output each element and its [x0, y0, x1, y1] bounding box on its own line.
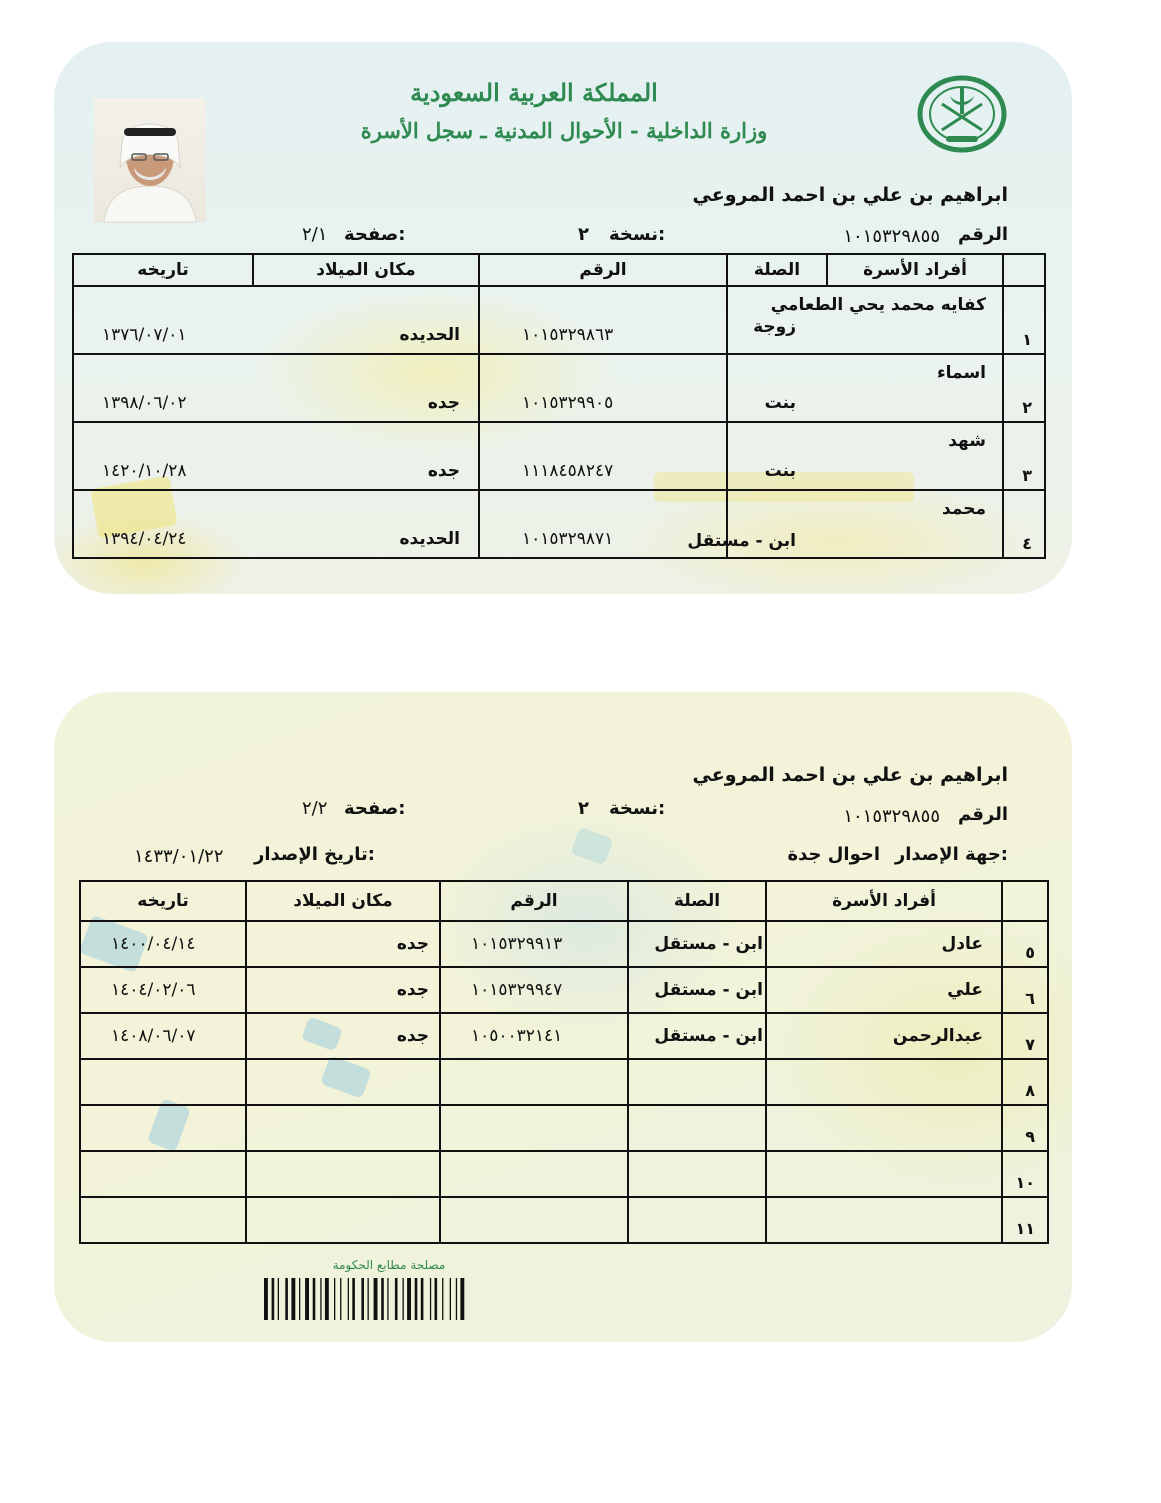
ministry-title: وزارة الداخلية - الأحوال المدنية ـ سجل الأسرة: [360, 118, 768, 143]
birth-date: [80, 1059, 246, 1105]
table-row: [80, 1151, 1048, 1197]
birth-date: [80, 1151, 246, 1197]
column-header: أفراد الأسرة: [766, 881, 1002, 921]
row-number: ٣: [1022, 466, 1032, 485]
member-id: ١٠١٥٣٢٩٩١٣: [471, 934, 563, 954]
copy-label: نسخة:: [609, 798, 666, 819]
family-card-page-2: [54, 692, 1072, 1342]
family-members-table: [72, 253, 1046, 559]
birth-place: الحديده: [399, 325, 460, 345]
barcode-bar: [291, 1278, 295, 1320]
table-row: [80, 967, 1048, 1013]
barcode-bar: [285, 1278, 288, 1320]
row-number: ٤: [1022, 534, 1032, 553]
member-relation: [628, 1059, 766, 1105]
member-relation: [628, 1197, 766, 1243]
member-relation: [628, 1151, 766, 1197]
table-header-row: [80, 881, 1048, 921]
row-number: ١٠: [1015, 1173, 1035, 1192]
copy-label: نسخة:: [609, 224, 666, 245]
column-header: تاريخه: [73, 254, 253, 286]
page-label: صفحة:: [344, 798, 406, 819]
member-relation: زوجة: [753, 317, 796, 337]
member-name: محمد: [942, 499, 986, 519]
saudi-emblem-icon: [916, 74, 1008, 154]
barcode-bar: [264, 1278, 268, 1320]
birth-place: جده: [427, 461, 460, 481]
copy-value: ٢: [578, 798, 589, 819]
row-number: ٢: [1022, 398, 1032, 417]
column-header: الرقم: [440, 881, 628, 921]
member-name: [766, 1151, 1002, 1197]
kingdom-title: المملكة العربية السعودية: [410, 78, 658, 107]
barcode-bar: [456, 1278, 457, 1320]
member-relation: بنت: [764, 461, 796, 481]
barcode-bar: [361, 1278, 364, 1320]
page-value: ٢/١: [302, 224, 328, 245]
birth-date: ١٣٩٨/٠٦/٠٢: [102, 393, 187, 413]
column-header: الصلة: [727, 254, 827, 286]
barcode-bar: [403, 1278, 404, 1320]
table-row: [80, 1105, 1048, 1151]
birth-date: ١٣٩٤/٠٤/٢٤: [102, 529, 187, 549]
row-number: ٨: [1025, 1081, 1035, 1100]
birth-place: [246, 1059, 440, 1105]
page-value: ٢/٢: [302, 798, 328, 819]
birth-place: الحديده: [399, 529, 460, 549]
birth-date: ١٣٧٦/٠٧/٠١: [102, 325, 187, 345]
member-relation: [628, 1105, 766, 1151]
background-pattern: [570, 827, 613, 866]
portrait-photo: [94, 98, 206, 222]
page-label: صفحة:: [344, 224, 406, 245]
barcode-bar: [374, 1278, 378, 1320]
barcode-bar: [278, 1278, 279, 1320]
member-name: [766, 1059, 1002, 1105]
issuer-value: احوال جدة: [787, 844, 880, 865]
column-header: الصلة: [628, 881, 766, 921]
barcode-bar: [313, 1278, 316, 1320]
barcode-bar: [442, 1278, 443, 1320]
id-label: الرقم: [957, 804, 1008, 825]
id-value: ١٠١٥٣٢٩٨٥٥: [843, 226, 940, 247]
member-id: ١٠١٥٣٢٩٩٠٥: [522, 393, 614, 413]
row-number: ٩: [1025, 1127, 1035, 1146]
column-header: [1003, 254, 1045, 286]
birth-place: جده: [396, 980, 429, 1000]
id-label: الرقم: [957, 224, 1008, 245]
member-id: ١١١٨٤٥٨٢٤٧: [522, 461, 614, 481]
id-value: ١٠١٥٣٢٩٨٥٥: [843, 806, 940, 827]
barcode-bar: [415, 1278, 418, 1320]
barcode-bar: [381, 1278, 384, 1320]
barcode-bar: [435, 1278, 438, 1320]
table-row: [73, 490, 1045, 558]
member-id: [440, 1197, 628, 1243]
member-id: ١٠٥٠٠٣٢١٤١: [471, 1026, 563, 1046]
birth-date: [80, 1105, 246, 1151]
barcode-bar: [340, 1278, 341, 1320]
barcode-bar: [387, 1278, 388, 1320]
member-id: ١٠١٥٣٢٩٨٧١: [522, 529, 614, 549]
table-row: [80, 1013, 1048, 1059]
barcode-bar: [305, 1278, 309, 1320]
barcode-bar: [395, 1278, 398, 1320]
birth-place: [246, 1105, 440, 1151]
copy-value: ٢: [578, 224, 589, 245]
table-row: [73, 286, 1045, 354]
barcode-bar: [299, 1278, 300, 1320]
member-name: علي: [947, 980, 983, 1000]
column-header: مكان الميلاد: [253, 254, 479, 286]
birth-date: [80, 1197, 246, 1243]
issue-date-value: ١٤٣٣/٠١/٢٢: [134, 846, 224, 867]
row-number: ١١: [1015, 1219, 1035, 1238]
member-id: ١٠١٥٣٢٩٨٦٣: [522, 325, 614, 345]
head-of-family-name: ابراهيم بن علي بن احمد المروعي: [692, 764, 1008, 786]
row-number: ٧: [1025, 1035, 1035, 1054]
barcode-bar: [450, 1278, 451, 1320]
birth-date: ١٤٢٠/١٠/٢٨: [102, 461, 187, 481]
barcode-bar: [368, 1278, 369, 1320]
birth-date: ١٤٠٠/٠٤/١٤: [111, 934, 196, 954]
member-id: [440, 1151, 628, 1197]
table-row: [80, 1197, 1048, 1243]
row-number: ٦: [1025, 989, 1035, 1008]
member-relation: ابن - مستقل: [654, 980, 763, 1000]
column-header: مكان الميلاد: [246, 881, 440, 921]
family-card-page-1: [54, 42, 1072, 594]
member-id: [440, 1105, 628, 1151]
table-row: [80, 1059, 1048, 1105]
barcode-bar: [352, 1278, 355, 1320]
barcode-bar: [272, 1278, 275, 1320]
barcode-bar: [407, 1278, 411, 1320]
birth-place: جده: [427, 393, 460, 413]
barcode-bar: [460, 1278, 464, 1320]
table-header-row: [73, 254, 1045, 286]
birth-place: [246, 1151, 440, 1197]
barcode-bar: [325, 1278, 329, 1320]
member-name: [766, 1197, 1002, 1243]
table-row: [80, 921, 1048, 967]
member-name: كفايه محمد يحي الطعامي: [770, 295, 986, 315]
member-id: ١٠١٥٣٢٩٩٤٧: [471, 980, 563, 1000]
row-number: ١: [1022, 330, 1032, 349]
member-name: اسماء: [936, 363, 986, 383]
member-name: عادل: [941, 934, 983, 954]
member-relation: ابن - مستقل: [654, 1026, 763, 1046]
issue-date-label: تاريخ الإصدار:: [254, 844, 375, 865]
member-relation: ابن - مستقل: [654, 934, 763, 954]
barcode-bar: [334, 1278, 335, 1320]
printer-name: مصلحة مطابع الحكومة: [332, 1258, 446, 1272]
member-name: [766, 1105, 1002, 1151]
member-relation: ابن - مستقل: [687, 531, 796, 551]
column-header: تاريخه: [80, 881, 246, 921]
issuer-label: جهة الإصدار:: [894, 844, 1008, 865]
row-number: ٥: [1025, 943, 1035, 962]
birth-place: جده: [396, 934, 429, 954]
barcode-bar: [421, 1278, 424, 1320]
birth-date: ١٤٠٨/٠٦/٠٧: [111, 1026, 196, 1046]
member-name: شهد: [948, 431, 986, 451]
barcode-icon: [264, 1278, 534, 1320]
head-of-family-name: ابراهيم بن علي بن احمد المروعي: [692, 184, 1008, 206]
barcode-bar: [430, 1278, 431, 1320]
member-id: [440, 1059, 628, 1105]
family-members-table: [79, 880, 1049, 1244]
table-row: [73, 422, 1045, 490]
member-relation: بنت: [764, 393, 796, 413]
birth-place: جده: [396, 1026, 429, 1046]
barcode-bar: [320, 1278, 321, 1320]
member-name: عبدالرحمن: [892, 1026, 983, 1046]
column-header: الرقم: [479, 254, 727, 286]
birth-date: ١٤٠٤/٠٢/٠٦: [111, 980, 196, 1000]
column-header: أفراد الأسرة: [827, 254, 1003, 286]
table-row: [73, 354, 1045, 422]
birth-place: [246, 1197, 440, 1243]
barcode-bar: [348, 1278, 349, 1320]
column-header: [1002, 881, 1048, 921]
